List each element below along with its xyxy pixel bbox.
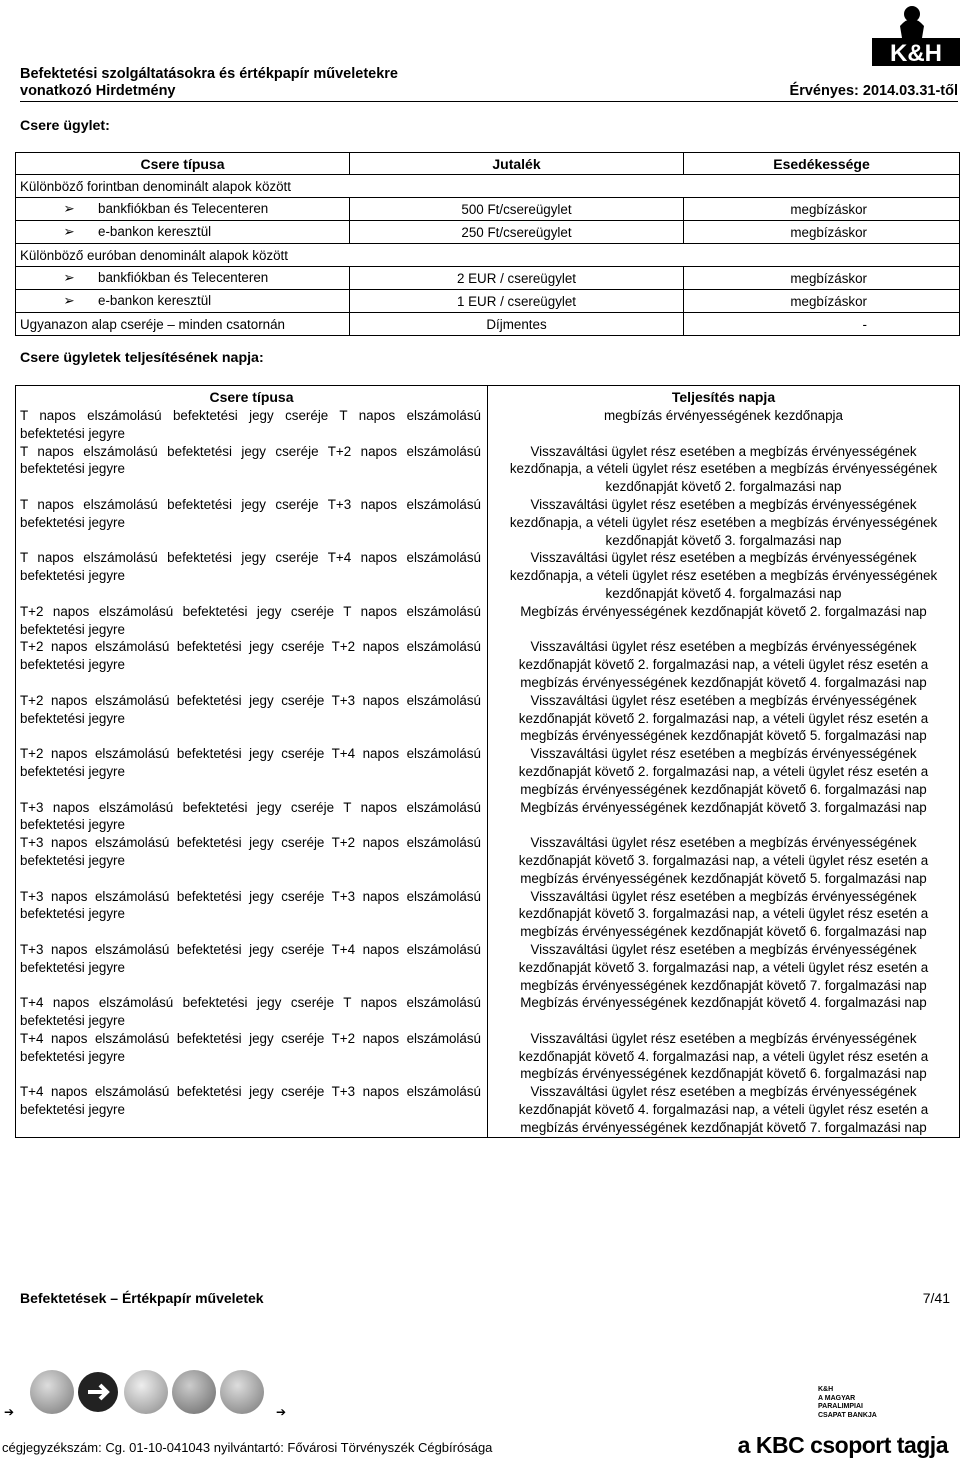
- table-row: [16, 834, 960, 887]
- table-row: [16, 198, 960, 221]
- cell-fee: 500 Ft/csereügylet: [350, 198, 684, 221]
- table-row: [16, 1030, 960, 1083]
- cell-settlement-day: Visszaváltási ügylet rész esetében a megbízás érvényességének kezdőnapja, a vételi ügylet rész esetében a megbízás érvényességének kezdőnapját követő 3. forgalmazási nap: [488, 496, 960, 549]
- header-fee: Jutalék: [350, 153, 684, 175]
- cell-swap-type: T+2 napos elszámolású befektetési jegy cseréje T napos elszámolású befektetési jegyre: [16, 603, 488, 639]
- header-title-line2: vonatkozó Hirdetmény: [20, 83, 176, 99]
- cell-swap-type: [16, 198, 350, 221]
- table-row: [16, 221, 960, 244]
- cell-settlement-day: Visszaváltási ügylet rész esetében a megbízás érvényességének kezdőnapját követő 3. forgalmazási nap, a vételi ügylet rész esetén a megbízás érvényességének kezdőnapját követő 6. forgalmazási nap: [488, 888, 960, 941]
- swap-type-label: bankfiókban és Telecenteren: [98, 201, 269, 216]
- badge-line: CSAPAT BANKJA: [818, 1411, 877, 1419]
- swap-type-label: Különböző euróban denominált alapok között: [20, 247, 289, 263]
- cell-due: megbízáskor: [684, 198, 960, 221]
- header-settlement-day: Teljesítés napja: [488, 386, 960, 408]
- cell-fee: 250 Ft/csereügylet: [350, 221, 684, 244]
- bullet-arrow-icon: ➢: [63, 201, 75, 216]
- arrow-circle-icon: [78, 1372, 118, 1412]
- table-row: [16, 443, 960, 496]
- valid-from: Érvényes: 2014.03.31-től: [789, 83, 958, 99]
- cell-swap-type: T+4 napos elszámolású befektetési jegy cseréje T+2 napos elszámolású befektetési jegyre: [16, 1030, 488, 1083]
- circle-icon: [124, 1370, 168, 1414]
- badge-line: PARALIMPIAI: [818, 1403, 863, 1410]
- cell-settlement-day: Visszaváltási ügylet rész esetében a megbízás érvényességének kezdőnapját követő 2. forgalmazási nap, a vételi ügylet rész esetén a megbízás érvényességének kezdőnapját követő 4. forgalmazási nap: [488, 638, 960, 691]
- footer-section: Befektetések – Értékpapír műveletek: [20, 1290, 264, 1306]
- page-number: 7/41: [922, 1290, 950, 1306]
- badge-line: K&H: [818, 1386, 834, 1393]
- arrow-right-icon: [78, 1372, 118, 1412]
- document-header: [20, 66, 960, 102]
- kbc-group-tagline: a KBC csoport tagja: [737, 1432, 948, 1458]
- cell-swap-type: T napos elszámolású befektetési jegy cseréje T napos elszámolású befektetési jegyre: [16, 407, 488, 443]
- table-row: [16, 290, 960, 313]
- circle-icon: [220, 1370, 264, 1414]
- table-row: [16, 745, 960, 798]
- swap-type-label: Ugyanazon alap cseréje – minden csatornán: [20, 316, 286, 332]
- cell-swap-type: [16, 267, 350, 290]
- table-row: [16, 244, 960, 267]
- table-row: [16, 549, 960, 602]
- cell-settlement-day: Visszaváltási ügylet rész esetében a megbízás érvényességének kezdőnapját követő 2. forgalmazási nap, a vételi ügylet rész esetén a megbízás érvényességének kezdőnapját követő 6. forgalmazási nap: [488, 745, 960, 798]
- cell-due: -: [684, 313, 960, 336]
- cell-settlement-day: megbízás érvényességének kezdőnapja: [488, 407, 960, 443]
- cell-settlement-day: Visszaváltási ügylet rész esetében a megbízás érvényességének kezdőnapját követő 3. forgalmazási nap, a vételi ügylet rész esetén a megbízás érvényességének kezdőnapját követő 5. forgalmazási nap: [488, 834, 960, 887]
- badge-line: A MAGYAR: [818, 1394, 856, 1402]
- small-arrow-icon: ➔: [276, 1405, 287, 1419]
- cell-swap-type: T+2 napos elszámolású befektetési jegy cseréje T+2 napos elszámolású befektetési jegyre: [16, 638, 488, 691]
- table-row: [16, 1083, 960, 1137]
- cell-settlement-day: Visszaváltási ügylet rész esetében a megbízás érvényességének kezdőnapja, a vételi ügylet rész esetében a megbízás érvényességének kezdőnapját követő 2. forgalmazási nap: [488, 443, 960, 496]
- decorative-circles: [30, 1370, 300, 1416]
- cell-settlement-day: Megbízás érvényességének kezdőnapját követő 4. forgalmazási nap: [488, 994, 960, 1030]
- cell-due: megbízáskor: [684, 267, 960, 290]
- company-registry: cégjegyzékszám: Cg. 01-10-041043 nyilvántartó: Fővárosi Törvényszék Cégbírósága: [2, 1440, 493, 1455]
- cell-swap-type: T napos elszámolású befektetési jegy cseréje T+2 napos elszámolású befektetési jegyre: [16, 443, 488, 496]
- cell-due: megbízáskor: [684, 221, 960, 244]
- cell-swap-type: T+4 napos elszámolású befektetési jegy cseréje T+3 napos elszámolású befektetési jegyre: [16, 1083, 488, 1137]
- bullet-arrow-icon: ➢: [63, 293, 75, 308]
- settlement-table: [15, 385, 960, 1138]
- cell-settlement-day: Visszaváltási ügylet rész esetében a megbízás érvényességének kezdőnapját követő 4. forgalmazási nap, a vételi ügylet rész esetén a megbízás érvényességének kezdőnapját követő 7. forgalmazási nap: [488, 1083, 960, 1137]
- table-row: [16, 603, 960, 639]
- cell-swap-type: T+4 napos elszámolású befektetési jegy cseréje T napos elszámolású befektetési jegyre: [16, 994, 488, 1030]
- section-title-swap: Csere ügylet:: [20, 118, 110, 134]
- table-row: [16, 496, 960, 549]
- bullet-arrow-icon: ➢: [63, 270, 75, 285]
- table-row: [16, 888, 960, 941]
- cell-settlement-day: Visszaváltási ügylet rész esetében a megbízás érvényességének kezdőnapját követő 4. forgalmazási nap, a vételi ügylet rész esetén a megbízás érvényességének kezdőnapját követő 6. forgalmazási nap: [488, 1030, 960, 1083]
- logo-text: K&H: [890, 40, 942, 66]
- page-footer: [20, 1290, 950, 1306]
- cell-due: megbízáskor: [684, 290, 960, 313]
- table-row: [16, 692, 960, 745]
- cell-swap-type: [16, 221, 350, 244]
- cell-settlement-day: Megbízás érvényességének kezdőnapját követő 3. forgalmazási nap: [488, 799, 960, 835]
- table-row: [16, 407, 960, 443]
- cell-swap-type: T+2 napos elszámolású befektetési jegy cseréje T+3 napos elszámolású befektetési jegyre: [16, 692, 488, 745]
- bullet-arrow-icon: ➢: [63, 224, 75, 239]
- cell-settlement-day: Visszaváltási ügylet rész esetében a megbízás érvényességének kezdőnapját követő 2. forgalmazási nap, a vételi ügylet rész esetén a megbízás érvényességének kezdőnapját követő 5. forgalmazási nap: [488, 692, 960, 745]
- swap-type-label: e-bankon keresztül: [98, 293, 212, 308]
- swap-fee-table: [15, 152, 960, 336]
- cell-swap-type: T napos elszámolású befektetési jegy cseréje T+4 napos elszámolású befektetési jegyre: [16, 549, 488, 602]
- cell-swap-type: T+3 napos elszámolású befektetési jegy cseréje T+4 napos elszámolású befektetési jegyre: [16, 941, 488, 994]
- cell-swap-type: T+2 napos elszámolású befektetési jegy cseréje T+4 napos elszámolású befektetési jegyre: [16, 745, 488, 798]
- circle-icon: [30, 1370, 74, 1414]
- table-row: [16, 638, 960, 691]
- header-due: Esedékessége: [684, 153, 960, 175]
- cell-swap-type: [16, 244, 960, 267]
- table-row: [16, 267, 960, 290]
- table-header-row: [16, 386, 960, 408]
- header-swap-type: Csere típusa: [16, 386, 488, 408]
- table-row: [16, 799, 960, 835]
- cell-fee: Díjmentes: [350, 313, 684, 336]
- cell-settlement-day: Visszaváltási ügylet rész esetében a megbízás érvényességének kezdőnapját követő 3. forgalmazási nap, a vételi ügylet rész esetén a megbízás érvényességének kezdőnapját követő 7. forgalmazási nap: [488, 941, 960, 994]
- small-arrow-icon: ➔: [4, 1405, 15, 1419]
- cell-swap-type: [16, 290, 350, 313]
- cell-fee: 2 EUR / csereügylet: [350, 267, 684, 290]
- cell-swap-type: T+3 napos elszámolású befektetési jegy cseréje T+3 napos elszámolású befektetési jegyre: [16, 888, 488, 941]
- swap-type-label: Különböző forintban denominált alapok között: [20, 178, 291, 194]
- header-divider: [20, 101, 958, 102]
- table-row: [16, 175, 960, 198]
- header-swap-type: Csere típusa: [16, 153, 350, 175]
- table-row: [16, 313, 960, 336]
- cell-swap-type: [16, 313, 350, 336]
- table-row: [16, 994, 960, 1030]
- cell-settlement-day: Megbízás érvényességének kezdőnapját követő 2. forgalmazási nap: [488, 603, 960, 639]
- cell-fee: 1 EUR / csereügylet: [350, 290, 684, 313]
- kh-logo: [872, 0, 960, 66]
- cell-settlement-day: Visszaváltási ügylet rész esetében a megbízás érvényességének kezdőnapja, a vételi ügylet rész esetében a megbízás érvényességének kezdőnapját követő 4. forgalmazási nap: [488, 549, 960, 602]
- swap-type-label: bankfiókban és Telecenteren: [98, 270, 269, 285]
- cell-swap-type: [16, 175, 960, 198]
- header-title-line1: Befektetési szolgáltatásokra és értékpapír műveletekre: [20, 66, 398, 82]
- cell-swap-type: T+3 napos elszámolású befektetési jegy cseréje T napos elszámolású befektetési jegyre: [16, 799, 488, 835]
- cell-swap-type: T napos elszámolású befektetési jegy cseréje T+3 napos elszámolású befektetési jegyre: [16, 496, 488, 549]
- table-header-row: [16, 153, 960, 175]
- kh-logo-graphic: [872, 0, 960, 66]
- circle-icon: [172, 1370, 216, 1414]
- table-row: [16, 941, 960, 994]
- section-title-settlement: Csere ügyletek teljesítésének napja:: [20, 350, 264, 366]
- swap-type-label: e-bankon keresztül: [98, 224, 212, 239]
- cell-swap-type: T+3 napos elszámolású befektetési jegy cseréje T+2 napos elszámolású befektetési jegyre: [16, 834, 488, 887]
